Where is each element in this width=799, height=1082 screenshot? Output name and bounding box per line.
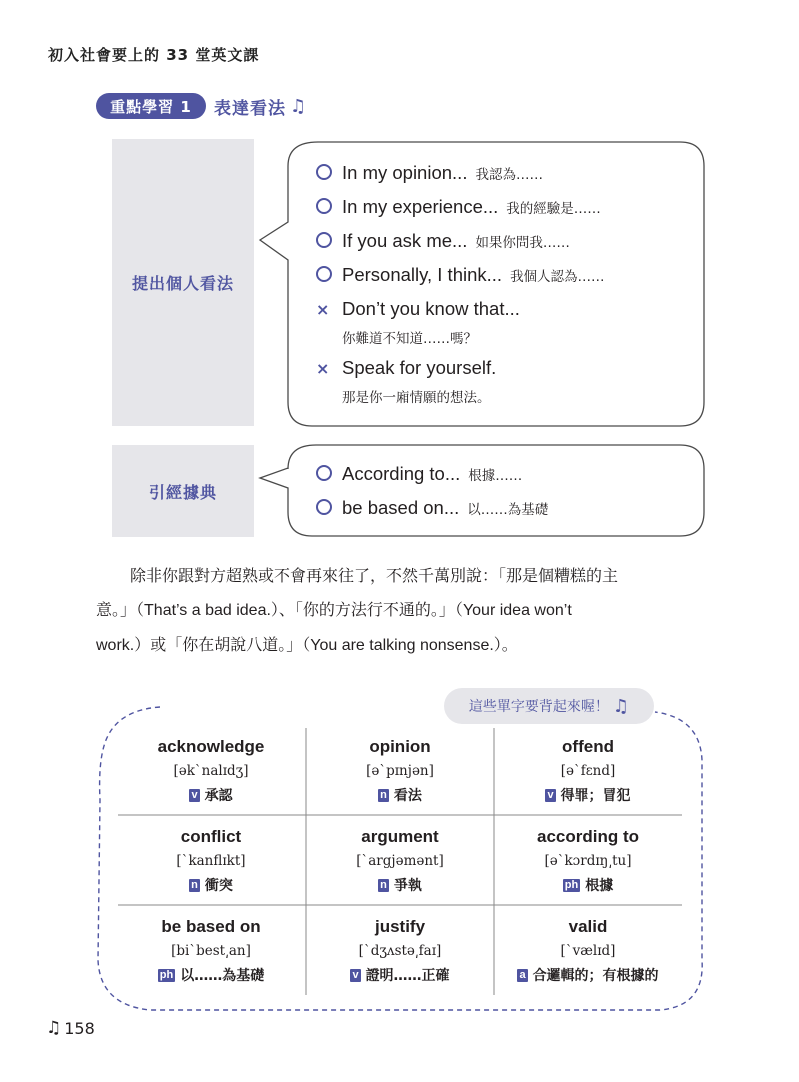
vocab-cell: [495, 737, 681, 805]
vocab-cell: [495, 917, 681, 985]
phrase-english: Don’t you know that...: [342, 298, 520, 319]
phrase-chinese: 你難道不知道……嗎？: [342, 331, 477, 347]
vocab-phonetic: [ˋkanflɪkt]: [176, 853, 246, 869]
vocab-meaning: v 得罪；冒犯: [547, 788, 631, 804]
vocab-phonetic: [ˋdʒʌstə͵faɪ]: [358, 943, 442, 959]
phrase-chinese: 我的經驗是……: [506, 201, 601, 217]
vocab-meaning: v 證明……正確: [352, 968, 450, 984]
phrase-english: be based on...: [342, 497, 460, 518]
wrong-cross-icon: ×: [316, 359, 330, 378]
pos-tag: n: [191, 878, 198, 891]
vocab-word: according to: [536, 827, 639, 846]
vocab-meaning: v 承認: [191, 788, 233, 804]
paragraph-line: 意。」（That’s a bad idea.）、「你的方法行不通的。」（Your idea won’t: [96, 600, 572, 619]
vocab-tip-bubble: [444, 688, 654, 724]
pos-tag: ph: [564, 878, 579, 891]
book-title: 初入社會要上的 33 堂英文課: [48, 46, 260, 64]
vocab-cell: [307, 917, 493, 985]
vocab-phonetic: [əkˋnalɪdʒ]: [173, 763, 249, 779]
vocab-cell: [495, 827, 681, 895]
vocab-word: offend: [562, 737, 614, 756]
vocab-cell: [118, 827, 304, 895]
vocab-cell: [307, 737, 493, 805]
vocab-word: conflict: [180, 827, 242, 846]
phrase-chinese: 我認為……: [475, 167, 543, 183]
wrong-cross-icon: ×: [316, 300, 330, 319]
vocab-meaning: ph 根據: [564, 878, 614, 894]
pos-tag: v: [547, 788, 554, 801]
vocab-word: be based on: [161, 917, 261, 936]
music-note-icon: ♫: [290, 95, 308, 117]
phrase-english: Personally, I think...: [342, 264, 503, 285]
vocab-word: justify: [374, 917, 426, 936]
vocab-phonetic: [əˋfɛnd]: [560, 763, 616, 779]
vocab-cell: [307, 827, 493, 895]
vocab-word: acknowledge: [157, 737, 265, 756]
vocab-tip-text: 這些單字要背起來喔！: [468, 699, 609, 715]
pos-tag: v: [352, 968, 359, 981]
category-label-personal-opinion: 提出個人看法: [112, 139, 254, 426]
pos-tag: n: [380, 878, 387, 891]
phrase-english: In my experience...: [342, 196, 499, 217]
pos-tag: n: [380, 788, 387, 801]
music-note-icon: ♫: [612, 695, 630, 717]
pos-tag: ph: [159, 968, 174, 981]
paragraph-line: work.）或「你在胡說八道。」（You are talking nonsense.）。: [96, 635, 518, 654]
phrase-english: Speak for yourself.: [342, 357, 497, 378]
phrase-chinese: 如果你問我……: [475, 235, 570, 251]
vocab-word: valid: [568, 917, 608, 936]
vocab-meaning: n 看法: [380, 788, 422, 804]
vocab-phonetic: [ˋvælɪd]: [560, 943, 616, 959]
phrase-chinese: 根據……: [468, 468, 523, 484]
phrase-chinese: 那是你一廂情願的想法。: [342, 390, 491, 406]
vocab-meaning: a 合邏輯的；有根據的: [519, 968, 659, 984]
vocab-phonetic: [əˋkɔrdɪŋ͵tu]: [544, 853, 632, 869]
phrase-chinese: 以……為基礎: [467, 502, 549, 518]
page-number: [46, 1018, 95, 1038]
section-badge: 重點學習 1: [96, 93, 206, 119]
section-heading-text: 表達看法: [214, 98, 286, 119]
vocab-word: opinion: [369, 737, 431, 756]
phrase-english: If you ask me...: [342, 230, 468, 251]
vocab-word: argument: [361, 827, 439, 846]
vocab-cell: [118, 917, 304, 985]
phrase-english: In my opinion...: [342, 162, 468, 183]
pos-tag: v: [191, 788, 198, 801]
pos-tag: a: [519, 968, 526, 981]
vocab-meaning: n 衝突: [191, 878, 233, 894]
music-note-icon: ♫: [46, 1018, 62, 1038]
vocab-meaning: ph 以……為基礎: [159, 968, 265, 984]
category-label-citing-sources: 引經據典: [112, 445, 254, 537]
phrase-chinese: 我個人認為……: [510, 269, 605, 285]
paragraph-line: 除非你跟對方超熟或不會再來往了，不然千萬別說：「那是個糟糕的主: [130, 566, 619, 585]
vocab-cell: [118, 737, 304, 805]
phrase-english: According to...: [342, 463, 461, 484]
page-number-text: 158: [64, 1018, 95, 1038]
vocab-phonetic: [əˋpɪnjən]: [366, 763, 434, 779]
vocab-phonetic: [ˋargjəmənt]: [356, 853, 444, 869]
vocab-phonetic: [biˋbest͵an]: [171, 943, 251, 959]
vocab-meaning: n 爭執: [380, 878, 422, 894]
